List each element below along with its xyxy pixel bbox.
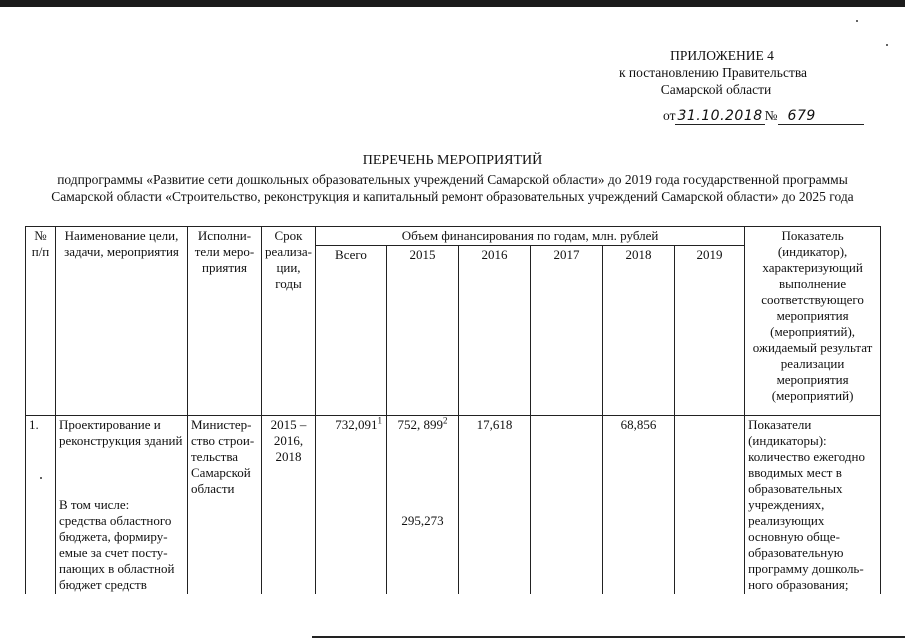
- appendix-label: ПРИЛОЖЕНИЕ 4: [670, 48, 774, 63]
- row-2016: 17,618: [459, 416, 531, 595]
- measures-table: [25, 226, 881, 594]
- document-title: ПЕРЕЧЕНЬ МЕРОПРИЯТИЙ: [362, 153, 543, 168]
- row-sub-label: В том числе:: [59, 497, 130, 512]
- decree-date: 31.10.2018: [677, 108, 763, 124]
- row-name-cell: [56, 416, 188, 595]
- row-indicator: Показатели (индикаторы): количество ежегодно вводимых мест в образовательных учреждениях, реализующих основную обще- образовательную программу дошколь- ного образования;: [745, 416, 881, 595]
- footnote-mark: 1: [377, 415, 382, 426]
- decree-date-number: [663, 108, 864, 125]
- region-name: Самарской области: [660, 82, 772, 97]
- decree-number: 679: [778, 109, 864, 125]
- row-name: Проектирование и реконструкция зданий: [59, 417, 183, 448]
- header-indicator: Показатель (индикатор), характеризующий выполнение соответствующего мероприятия (мероприятий), ожидаемый результат реализации мероприятия (мероприятий): [745, 227, 881, 416]
- number-prefix: №: [764, 108, 778, 123]
- approval-block: [560, 47, 890, 98]
- header-2019: 2019: [675, 246, 745, 416]
- scan-speck: [886, 44, 888, 46]
- date-prefix: от: [663, 108, 676, 123]
- subtitle-line-2: Самарской области «Строительство, реконструкция и капитальный ремонт образовательных учреждений Самарской области» до 2025 года: [51, 189, 854, 204]
- table-row: [26, 416, 881, 595]
- header-2016: 2016: [459, 246, 531, 416]
- row-exec: Министер- ство строи- тельства Самарской области: [188, 416, 262, 595]
- scan-speck: [856, 20, 858, 22]
- row-term: 2015 – 2016, 2018: [262, 416, 316, 595]
- header-funding: Объем финансирования по годам, млн. рублей: [316, 227, 745, 246]
- decree-reference: к постановлению Правительства: [618, 65, 808, 80]
- row-sub-name: средства областного бюджета, формиру- емые за счет посту- пающих в областной бюджет средств: [59, 513, 175, 592]
- header-num: № п/п: [26, 227, 56, 416]
- row-2017: [531, 416, 603, 595]
- header-term: Срок реализа- ции, годы: [262, 227, 316, 416]
- header-exec: Исполни- тели меро- приятия: [188, 227, 262, 416]
- subtitle-line-1: подпрограммы «Развитие сети дошкольных образовательных учреждений Самарской области» до 2019 года государственной программы: [57, 172, 848, 187]
- row-sub-2015: 295,273: [401, 513, 444, 528]
- row-total: 732,091$^1$: [316, 416, 387, 595]
- row-2015: 752, $899^2$ 295,273: [387, 416, 459, 595]
- row-num: 1.: [26, 416, 56, 595]
- header-2017: 2017: [531, 246, 603, 416]
- scan-bottom-line: [312, 636, 905, 638]
- document-subtitle: [20, 171, 885, 205]
- header-2015: 2015: [387, 246, 459, 416]
- footnote-mark: 2: [443, 415, 448, 426]
- header-name: Наименование цели, задачи, мероприятия: [56, 227, 188, 416]
- header-row-1: [26, 227, 881, 246]
- scan-top-border: [0, 0, 905, 7]
- row-2018: 68,856: [603, 416, 675, 595]
- header-2018: 2018: [603, 246, 675, 416]
- row-2019: [675, 416, 745, 595]
- header-total: Всего: [316, 246, 387, 416]
